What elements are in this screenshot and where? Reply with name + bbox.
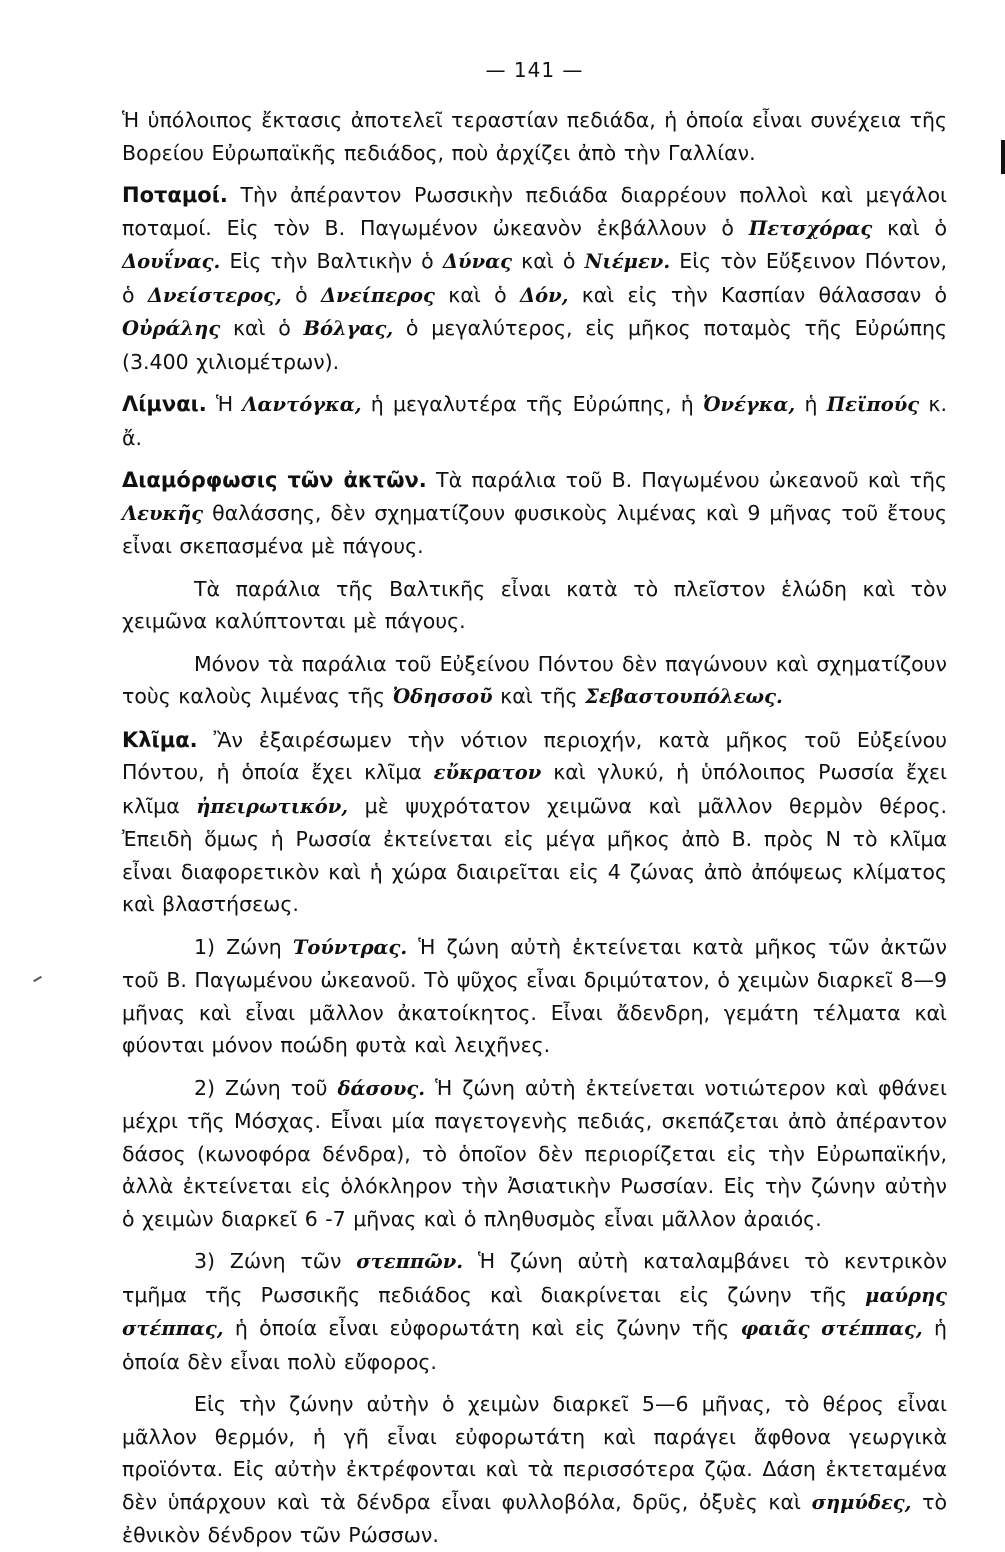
paragraph-zone3b: [122, 1388, 947, 1552]
text-run: καὶ ὁ: [220, 316, 304, 340]
text-run: Ἡ ζώνη αὐτὴ ἐκτείνεται νοτιώτερον καὶ φθάνει μέχρι τῆς Μόσχας. Εἶναι μία παγετογενὴς πεδιάς, σκεπάζεται ἀπὸ ἀπέραντον δάσος (κωνοφόρα δένδρα), τὸ ὁποῖον δὲν περιορίζεται εἰς τὴν Εὐρωπαϊκήν, ἀλλὰ ἐκτείνεται εἰς ὁλόκληρον τὴν Ἀσιατικὴν Ρωσσίαν. Εἰς τὴν ζώνην αὐτὴν ὁ χειμὼν διαρκεῖ 6 -7 μῆνας καὶ ὁ πληθυσμὸς εἶναι μᾶλλον ἀραιός.: [122, 1075, 947, 1231]
text-run: κ. ἄ.: [122, 392, 947, 450]
emphasized-term: δάσους.: [337, 1076, 426, 1100]
paragraph-zone2: [122, 1072, 947, 1236]
emphasized-term: μαύρης στέππας,: [122, 1283, 947, 1340]
emphasized-term: Σεβαστουπόλεως.: [585, 685, 783, 708]
page-number: — 141 —: [485, 58, 584, 82]
emphasized-term: Οὐράλης: [122, 317, 221, 340]
text-run: Εἰς τὸν Εὔξεινον Πόντον, ὁ: [122, 249, 948, 307]
text-run: τὸ ἐθνικὸν δένδρον τῶν Ρώσσων.: [122, 1489, 947, 1547]
emphasized-term: Νιέμεν.: [584, 250, 671, 273]
text-run: καὶ ὁ: [511, 249, 585, 273]
section-heading: Λίμναι.: [122, 392, 207, 416]
text-run: Ἂν ἐξαιρέσωμεν τὴν νότιον περιοχήν, κατὰ μῆκος τοῦ Εὐξείνου Πόντου, ἡ ὁποία ἔχει κλῖμα: [122, 727, 947, 784]
text-run: Ἡ ζώνη αὐτὴ καταλαμβάνει τὸ κεντρικὸν τμῆμα τῆς Ρωσσικῆς πεδιάδος καὶ διακρίνεται εἰς ζώνην τῆς: [122, 1249, 947, 1307]
emphasized-term: Δνείπερος: [320, 283, 435, 307]
emphasized-term: Λευκῆς: [122, 501, 204, 525]
section-heading: Διαμόρφωσις τῶν ἀκτῶν.: [122, 468, 427, 492]
text-run: ἡ ὁποία δὲν εἶναι πολὺ εὔφορος.: [122, 1316, 947, 1374]
paragraph-coasts: [122, 464, 947, 563]
text-run: ὁ μεγαλύτερος, εἰς μῆκος ποταμὸς τῆς Εὐρώπης (3.400 χιλιομέτρων).: [122, 316, 947, 374]
text-run: Ἡ ζώνη αὐτὴ ἐκτείνεται κατὰ μῆκος τῶν ἀκτῶν τοῦ Β. Παγωμένου ὠκεανοῦ. Τὸ ψῦχος εἶναι δριμύτατον, ὁ χειμὼν διαρκεῖ 8—9 μῆνας καὶ εἶναι μᾶλλον ἀκατοίκητος. Εἶναι ἄδενδρη, γεμάτη τέλματα καὶ φύονται μόνον ποώδη φυτὰ καὶ λειχῆνες.: [122, 934, 947, 1057]
text-run: ἡ μεγαλυτέρα τῆς Εὐρώπης, ἡ: [361, 392, 703, 416]
paragraph-climate: [122, 724, 947, 921]
text-run: Μόνον τὰ παράλια τοῦ Εὐξείνου Πόντου δὲν παγώνουν καὶ σχηματίζουν τοὺς καλοὺς λιμένας τῆς: [122, 651, 947, 708]
emphasized-term: φαιᾶς στέππας,: [740, 1317, 923, 1340]
emphasized-term: Βόλγας,: [303, 317, 394, 340]
text-run: Ἡ: [206, 392, 243, 416]
text-run: 1) Ζώνη: [194, 934, 293, 959]
emphasized-term: Ὀδησσοῦ: [392, 685, 493, 708]
emphasized-term: εὔκρατον: [433, 761, 542, 784]
section-heading: Κλῖμα.: [122, 727, 198, 752]
paragraph-euxine: [122, 648, 947, 714]
text-run: Τὰ παράλια τῆς Βαλτικῆς εἶναι κατὰ τὸ πλεῖστον ἑλώδη καὶ τὸν χειμῶνα καλύπτονται μὲ πάγους.: [122, 576, 947, 633]
emphasized-term: Δόν,: [519, 283, 569, 307]
text-run: ἡ ὁποία εἶναι εὐφορωτάτη καὶ εἰς ζώνην τῆς: [223, 1316, 741, 1340]
emphasized-term: Τούντρας.: [292, 935, 408, 959]
text-run: καὶ εἰς τὴν Κασπίαν θάλασσαν ὁ: [568, 282, 948, 307]
paragraph-zone3: [122, 1245, 947, 1378]
text-run: καὶ ὁ: [872, 215, 948, 240]
paragraph-baltic: [122, 573, 947, 638]
text-run: Εἰς τὴν ζώνην αὐτὴν ὁ χειμὼν διαρκεῖ 5—6 μῆνας, τὸ θέρος εἶναι μᾶλλον θερμόν, ἡ γῆ εἶναι εὐφορωτάτη καὶ παράγει ἄφθονα γεωργικὰ προϊόντα. Εἰς αὐτὴν ἐκτρέφονται καὶ τὰ περισσότερα ζῷα. Δάση ἐκτεταμένα δὲν ὑπάρχουν καὶ τὰ δένδρα εἶναι φυλλοβόλα, δρῦς, ὀξυὲς καὶ: [122, 1392, 947, 1514]
page-text: [122, 104, 947, 1552]
paragraph-zone1: [122, 931, 947, 1062]
emphasized-term: Ὀνέγκα,: [702, 393, 796, 416]
emphasized-term: Λαντόγκα,: [242, 393, 362, 416]
emphasized-term: Πεϊπούς: [826, 393, 920, 416]
emphasized-term: στεππῶν.: [356, 1250, 464, 1273]
text-run: καὶ ὁ: [434, 282, 520, 307]
emphasized-term: Δουΐνας.: [122, 250, 221, 273]
paragraph-lakes: [122, 388, 947, 454]
scan-edge-mark: [1001, 140, 1005, 174]
text-run: θαλάσσης, δὲν σχηματίζουν φυσικοὺς λιμένας καὶ 9 μῆνας τοῦ ἔτους εἶναι σκεπασμένα μὲ πάγους.: [122, 500, 947, 558]
emphasized-term: Πετσχόρας: [748, 216, 873, 240]
text-run: Ἡ ὑπόλοιπος ἔκτασις ἀποτελεῖ τεραστίαν πεδιάδα, ἡ ὁποία εἶναι συνέχεια τῆς Βορείου Εὐρωπαϊκῆς πεδιάδος, ποὺ ἀρχίζει ἀπὸ τὴν Γαλλίαν.: [122, 108, 947, 165]
text-run: καὶ τῆς: [492, 684, 586, 708]
text-run: μὲ ψυχρότατον χειμῶνα καὶ μᾶλλον θερμὸν θέρος. Ἐπειδὴ ὅμως ἡ Ρωσσία ἐκτείνεται εἰς μέγα μῆκος ἀπὸ Β. πρὸς Ν τὸ κλῖμα εἶναι διαφορετικὸν καὶ ἡ χώρα διαιρεῖται εἰς 4 ζώνας ἀπὸ ἀπόψεως κλίματος καὶ βλαστήσεως.: [122, 793, 947, 916]
text-run: ἡ: [795, 392, 827, 416]
text-run: Τὰ παράλια τοῦ Β. Παγωμένου ὠκεανοῦ καὶ τῆς: [426, 468, 947, 492]
text-run: Εἰς τὴν Βαλτικὴν ὁ: [220, 249, 443, 273]
text-run: Τὴν ἀπέραντον Ρωσσικὴν πεδιάδα διαρρέουν πολλοὶ καὶ μεγάλοι ποταμοί. Εἰς τὸν Β. Παγωμένον ὠκεανὸν ἐκβάλλουν ὁ: [122, 183, 947, 240]
section-heading: Ποταμοί.: [122, 183, 228, 207]
emphasized-term: σημύδες,: [811, 1490, 912, 1514]
emphasized-term: Δύνας: [442, 250, 512, 273]
text-run: 2) Ζώνη τοῦ: [194, 1075, 338, 1100]
paragraph-intro: [122, 104, 947, 169]
paragraph-rivers: [122, 179, 947, 378]
emphasized-term: ἠπειρωτικόν,: [196, 794, 349, 818]
emphasized-term: Δνείστερος,: [147, 283, 282, 307]
text-run: ὁ: [281, 282, 321, 307]
text-run: 3) Ζώνη τῶν: [194, 1249, 357, 1273]
text-run: καὶ γλυκύ, ἡ ὑπόλοιπος Ρωσσία ἔχει κλῖμα: [122, 760, 947, 818]
